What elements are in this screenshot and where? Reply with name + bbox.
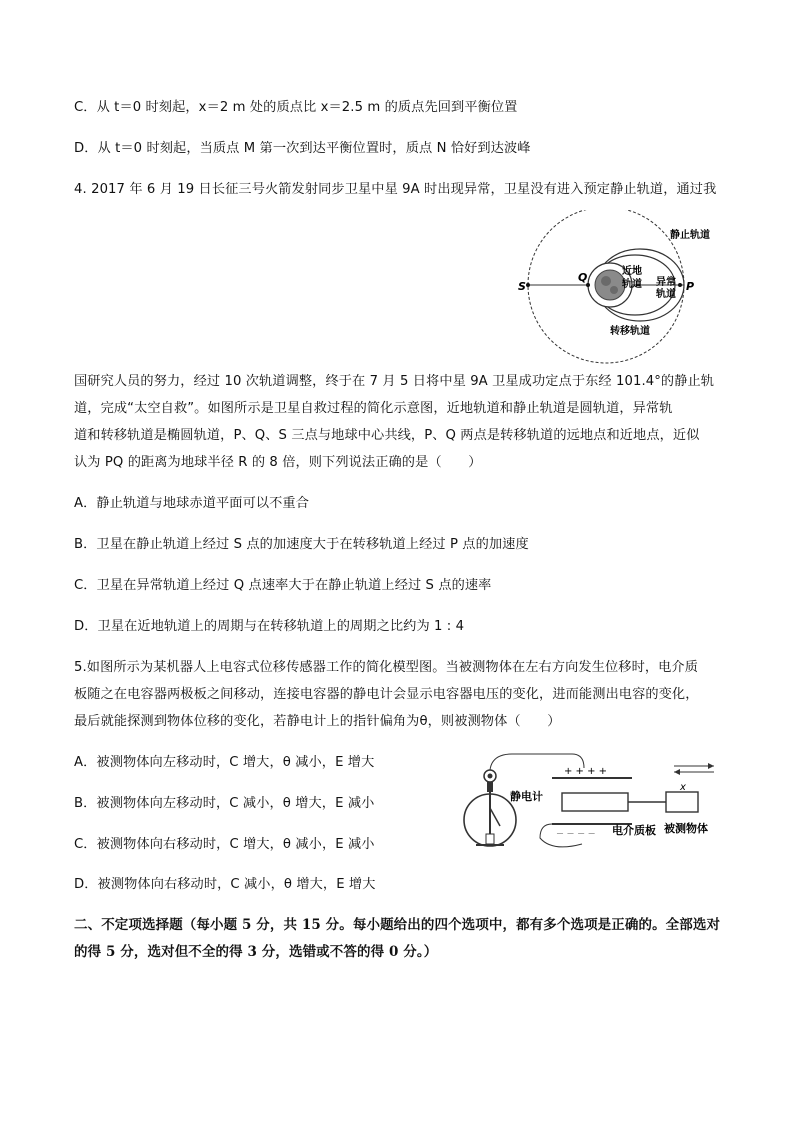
- q5-option-a: A．被测物体向左移动时，C 增大，θ 减小，E 增大: [74, 755, 375, 770]
- q5-stem-line-1: 5.如图所示为某机器人上电容式位移传感器工作的简化模型图。当被测物体在左右方向发生位移时，电介质: [74, 660, 699, 675]
- x-label: x: [680, 782, 686, 793]
- static-orbit-label: 静止轨道: [670, 230, 710, 241]
- plus-signs: + + + +: [564, 766, 608, 777]
- point-p-label: P: [686, 280, 695, 293]
- q3-option-c: C．从 t＝0 时刻起，x＝2 m 处的质点比 x＝2.5 m 的质点先回到平衡位置: [74, 100, 518, 115]
- near-orbit-label-2: 轨道: [622, 279, 642, 290]
- point-q-label: Q: [578, 271, 588, 284]
- earth-icon: [595, 270, 625, 300]
- section-2-heading-line-2: 的得 5 分，选对但不全的得 3 分，选错或不答的得 0 分。）: [74, 944, 438, 960]
- dielectric-label: 电介质板: [612, 824, 656, 837]
- capacitor-sensor-diagram: [452, 748, 734, 858]
- q5-stem-line-2: 板随之在电容器两极板之间移动，连接电容器的静电计会显示电容器电压的变化，进而能测出电容的变化，: [74, 687, 699, 702]
- object-label: 被测物体: [664, 822, 708, 835]
- q5-option-b: B．被测物体向左移动时，C 减小，θ 增大，E 减小: [74, 796, 375, 811]
- q4-option-c: C．卫星在异常轨道上经过 Q 点速率大于在静止轨道上经过 S 点的速率: [74, 578, 492, 593]
- electrometer-label: 静电计: [510, 790, 543, 803]
- orbit-diagram: [510, 210, 720, 368]
- q4-option-d: D．卫星在近地轨道上的周期与在转移轨道上的周期之比约为 1 : 4: [74, 619, 465, 634]
- q4-stem-line-5: 认为 PQ 的距离为地球半径 R 的 8 倍，则下列说法正确的是（ ）: [74, 455, 482, 470]
- q4-option-a: A．静止轨道与地球赤道平面可以不重合: [74, 496, 310, 511]
- q5-option-c: C．被测物体向右移动时，C 增大，θ 减小，E 减小: [74, 837, 375, 852]
- q3-option-d: D．从 t＝0 时刻起，当质点 M 第一次到达平衡位置时，质点 N 恰好到达波峰: [74, 141, 531, 156]
- abnormal-orbit-label-2: 轨道: [656, 289, 676, 300]
- dielectric-slab: [562, 793, 628, 811]
- q5-stem-line-3: 最后就能探测到物体位移的变化，若静电计上的指针偏角为θ，则被测物体（ ）: [74, 714, 561, 729]
- near-orbit-label-1: 近地: [622, 266, 642, 277]
- q4-stem-line-2: 国研究人员的努力，经过 10 次轨道调整，终于在 7 月 5 日将中星 9A 卫星成功定点于东经 101.4°的静止轨: [74, 374, 715, 389]
- q4-stem-line-1: 4. 2017 年 6 月 19 日长征三号火箭发射同步卫星中星 9A 时出现异常，卫星没有进入预定静止轨道，通过我: [74, 182, 717, 197]
- section-2-heading-line-1: 二、不定项选择题（每小题 5 分，共 15 分。每小题给出的四个选项中，都有多个选项是正确的。全部选对: [74, 917, 721, 933]
- abnormal-orbit-label-1: 异常: [656, 277, 676, 288]
- q5-option-d: D．被测物体向右移动时，C 减小，θ 增大，E 增大: [74, 877, 376, 892]
- measured-object: [666, 792, 698, 812]
- q4-option-b: B．卫星在静止轨道上经过 S 点的加速度大于在转移轨道上经过 P 点的加速度: [74, 537, 529, 552]
- point-s-label: S: [518, 280, 526, 293]
- q4-stem-line-3: 道，完成“太空自救”。如图所示是卫星自救过程的简化示意图，近地轨道和静止轨道是圆轨道，异常轨: [74, 401, 673, 416]
- transfer-orbit-label: 转移轨道: [610, 326, 650, 337]
- q4-stem-line-4: 道和转移轨道是椭圆轨道，P、Q、S 三点与地球中心共线，P、Q 两点是转移轨道的远地点和近地点，近似: [74, 428, 700, 443]
- minus-signs: － － － －: [556, 829, 596, 838]
